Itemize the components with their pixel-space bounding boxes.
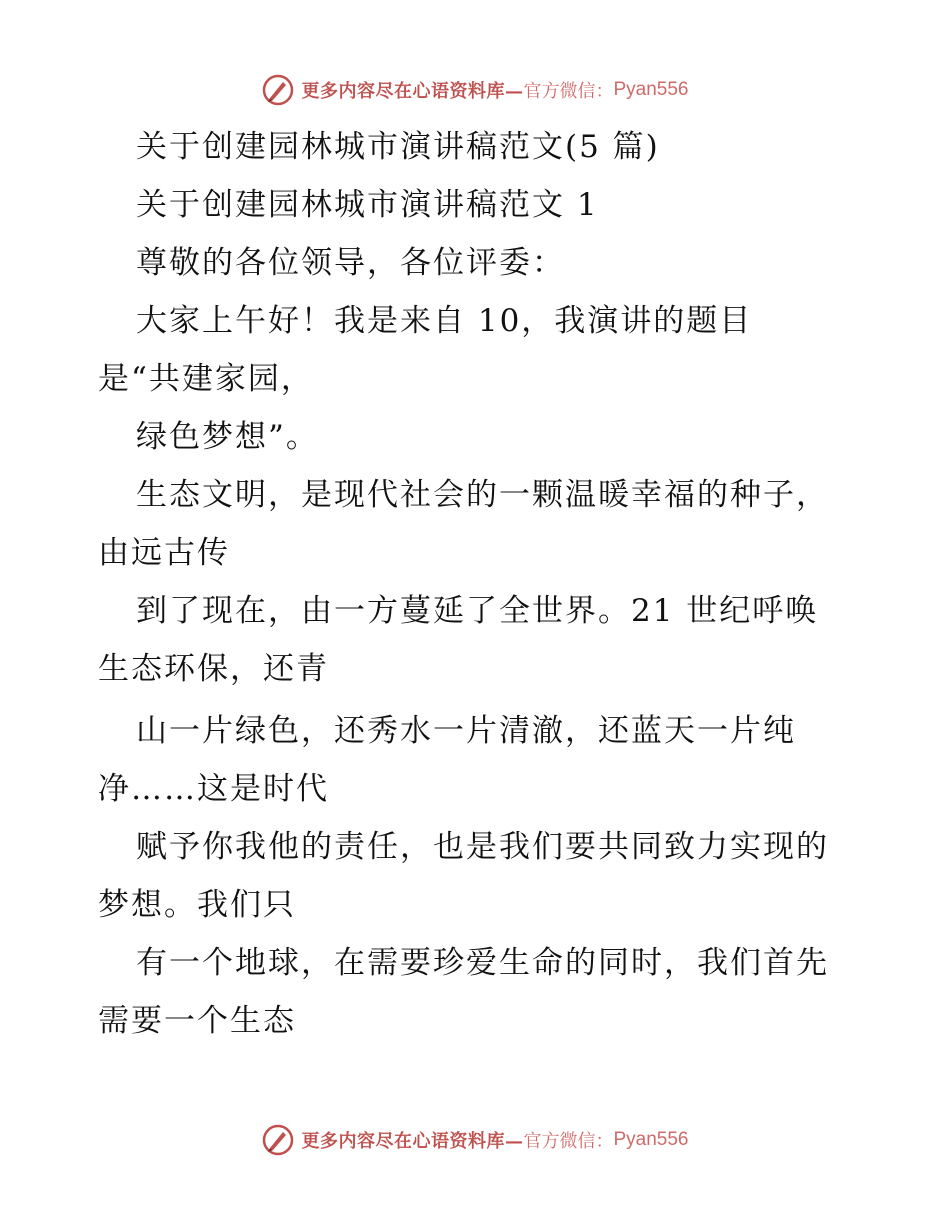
- banner-wechat-label: 官方微信：: [523, 81, 614, 102]
- paragraph-line: 绿色梦想”。: [136, 419, 319, 455]
- quill-pen-circle-icon: [261, 1123, 295, 1157]
- banner-wechat-id: Pyan556: [613, 79, 689, 100]
- paragraph-line: 需要一个生态: [98, 1003, 296, 1039]
- paragraph-line: 到了现在，由一方蔓延了全世界。21 世纪呼唤: [136, 593, 819, 629]
- paragraph-line: 山一片绿色，还秀水一片清澈，还蓝天一片纯: [136, 713, 796, 749]
- header-banner: [0, 70, 950, 110]
- paragraph-line: 净……这是时代: [98, 771, 329, 807]
- paragraph-line: 是“共建家园，: [98, 361, 314, 397]
- document-title: 关于创建园林城市演讲稿范文(5 篇): [136, 129, 660, 165]
- paragraph-line: 生态环保，还青: [98, 651, 329, 687]
- quill-pen-circle-icon: [261, 73, 295, 107]
- paragraph-line: 赋予你我他的责任，也是我们要共同致力实现的: [136, 829, 829, 865]
- paragraph-line: 梦想。我们只: [98, 887, 296, 923]
- footer-banner: [0, 1120, 950, 1160]
- banner-text: 更多内容尽在心语资料库—: [301, 81, 524, 102]
- paragraph-line: 大家上午好！我是来自 10，我演讲的题目: [136, 303, 753, 339]
- paragraph-line: 由远古传: [98, 535, 230, 571]
- paragraph-line: 生态文明，是现代社会的一颗温暖幸福的种子，: [136, 477, 829, 513]
- banner-text: 更多内容尽在心语资料库—: [301, 1131, 524, 1152]
- banner-wechat-label: 官方微信：: [523, 1131, 614, 1152]
- paragraph-line: 有一个地球，在需要珍爱生命的同时，我们首先: [136, 945, 829, 981]
- banner-wechat-id: Pyan556: [613, 1129, 689, 1150]
- paragraph-line: 尊敬的各位领导，各位评委：: [136, 245, 565, 281]
- section-heading: 关于创建园林城市演讲稿范文 1: [136, 187, 599, 223]
